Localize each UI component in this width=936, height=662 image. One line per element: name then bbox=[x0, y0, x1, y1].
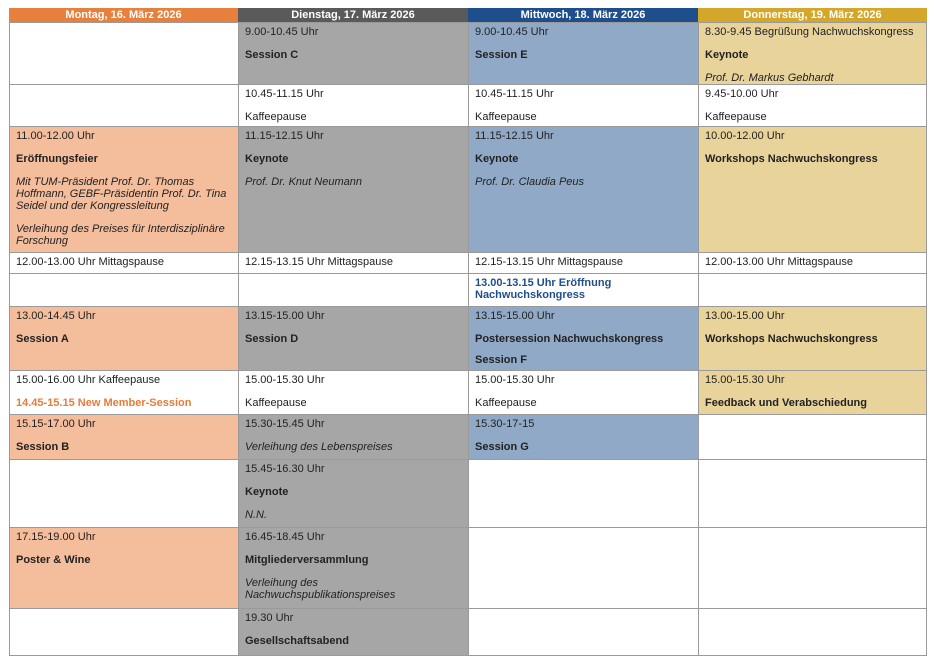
montag-empty-noon bbox=[9, 273, 239, 307]
montag-lunch-cell bbox=[9, 252, 239, 274]
donnerstag-empty-noon bbox=[698, 273, 927, 307]
donnerstag-break1-title: Kaffeepause bbox=[705, 111, 767, 123]
montag-session-a-cell bbox=[9, 306, 239, 371]
header-mittwoch: Mittwoch, 18. März 2026 bbox=[468, 8, 698, 22]
donnerstag-break1-cell bbox=[698, 84, 927, 127]
montag-opening-time: 11.00-12.00 Uhr bbox=[16, 130, 95, 142]
mittwoch-lunch-cell bbox=[468, 252, 699, 274]
dienstag-assembly-title: Mitgliederversammlung bbox=[245, 554, 369, 566]
dienstag-dinner-cell bbox=[238, 608, 469, 656]
donnerstag-feedback-cell bbox=[698, 370, 927, 415]
mittwoch-break1-title: Kaffeepause bbox=[475, 111, 537, 123]
montag-break-cell bbox=[9, 370, 239, 415]
donnerstag-empty-2 bbox=[698, 459, 927, 528]
dienstag-lunch-cell bbox=[238, 252, 469, 274]
donnerstag-break1-time: 9.45-10.00 Uhr bbox=[705, 88, 779, 100]
mittwoch-keynote-speaker: Prof. Dr. Claudia Peus bbox=[475, 176, 585, 188]
mittwoch-session-g-title: Session G bbox=[475, 441, 529, 453]
dienstag-keynote2-cell bbox=[238, 459, 469, 528]
donnerstag-welcome-cell bbox=[698, 22, 927, 85]
donnerstag-workshops2-time: 13.00-15.00 Uhr bbox=[705, 310, 785, 322]
dienstag-session-c-cell bbox=[238, 22, 469, 85]
mittwoch-session-e-title: Session E bbox=[475, 49, 528, 61]
dienstag-break2-cell bbox=[238, 370, 469, 415]
donnerstag-workshops1-title: Workshops Nachwuchskongress bbox=[705, 153, 878, 165]
montag-empty-morning bbox=[9, 22, 239, 85]
donnerstag-feedback-time: 15.00-15.30 Uhr bbox=[705, 374, 785, 386]
donnerstag-empty-1 bbox=[698, 414, 927, 460]
donnerstag-empty-3 bbox=[698, 527, 927, 609]
montag-empty-afternoon bbox=[9, 459, 239, 528]
montag-poster-cell bbox=[9, 527, 239, 609]
donnerstag-welcome-time: 8.30-9.45 Begrüßung Nachwuchskongress bbox=[705, 26, 914, 38]
dienstag-session-d-title: Session D bbox=[245, 333, 299, 345]
montag-break-time: 15.00-16.00 Uhr Kaffeepause bbox=[16, 374, 161, 386]
dienstag-assembly-time: 16.45-18.45 Uhr bbox=[245, 531, 325, 543]
dienstag-break2-time: 15.00-15.30 Uhr bbox=[245, 374, 325, 386]
mittwoch-empty-2 bbox=[468, 527, 699, 609]
dienstag-session-c-title: Session C bbox=[245, 49, 299, 61]
dienstag-award-time: 15.30-15.45 Uhr bbox=[245, 418, 325, 430]
montag-opening-note2: Verleihung des Preises für Interdisziplinäre Forschung bbox=[16, 223, 225, 247]
dienstag-break2-title: Kaffeepause bbox=[245, 397, 307, 409]
dienstag-keynote-title: Keynote bbox=[245, 153, 289, 165]
dienstag-break1-cell bbox=[238, 84, 469, 127]
montag-opening-cell bbox=[9, 126, 239, 253]
donnerstag-workshops2-cell bbox=[698, 306, 927, 371]
mittwoch-opening-nk: 13.00-13.15 Uhr Eröffnung Nachwuchskongress bbox=[475, 277, 612, 301]
mittwoch-break2-cell bbox=[468, 370, 699, 415]
montag-opening-title: Eröffnungsfeier bbox=[16, 153, 98, 165]
donnerstag-empty-4 bbox=[698, 608, 927, 656]
montag-empty-break bbox=[9, 84, 239, 127]
donnerstag-lunch-cell bbox=[698, 252, 927, 274]
montag-session-a-time: 13.00-14.45 Uhr bbox=[16, 310, 96, 322]
dienstag-session-d-time: 13.15-15.00 Uhr bbox=[245, 310, 325, 322]
dienstag-lunch: 12.15-13.15 Uhr Mittagspause bbox=[245, 256, 393, 268]
mittwoch-break1-cell bbox=[468, 84, 699, 127]
mittwoch-poster-time: 13.15-15.00 Uhr bbox=[475, 310, 555, 322]
montag-poster-time: 17.15-19.00 Uhr bbox=[16, 531, 96, 543]
dienstag-keynote-speaker: Prof. Dr. Knut Neumann bbox=[245, 176, 362, 188]
donnerstag-workshops2-title: Workshops Nachwuchskongress bbox=[705, 333, 878, 345]
dienstag-keynote-cell bbox=[238, 126, 469, 253]
donnerstag-workshops1-time: 10.00-12.00 Uhr bbox=[705, 130, 785, 142]
montag-opening-note1: Mit TUM-Präsident Prof. Dr. Thomas Hoffmann, GEBF-Präsidentin Prof. Dr. Tina Seidel und der Kongressleitung bbox=[16, 176, 227, 212]
mittwoch-break1-time: 10.45-11.15 Uhr bbox=[475, 88, 554, 100]
donnerstag-lunch: 12.00-13.00 Uhr Mittagspause bbox=[705, 256, 853, 268]
dienstag-session-c-time: 9.00-10.45 Uhr bbox=[245, 26, 319, 38]
mittwoch-session-g-cell bbox=[468, 414, 699, 460]
mittwoch-poster-title: Postersession Nachwuchskongress bbox=[475, 333, 664, 345]
donnerstag-workshops1-cell bbox=[698, 126, 927, 253]
dienstag-keynote-time: 11.15-12.15 Uhr bbox=[245, 130, 324, 142]
dienstag-keynote2-time: 15.45-16.30 Uhr bbox=[245, 463, 325, 475]
mittwoch-keynote-cell bbox=[468, 126, 699, 253]
dienstag-dinner-title: Gesellschaftsabend bbox=[245, 635, 349, 647]
dienstag-empty-noon bbox=[238, 273, 469, 307]
dienstag-assembly-note: Verleihung des Nachwuchspublikationspreises bbox=[245, 577, 396, 601]
montag-member-session: 14.45-15.15 New Member-Session bbox=[16, 397, 192, 409]
schedule-grid bbox=[9, 8, 927, 656]
mittwoch-keynote-title: Keynote bbox=[475, 153, 519, 165]
header-dienstag: Dienstag, 17. März 2026 bbox=[238, 8, 468, 22]
montag-lunch: 12.00-13.00 Uhr Mittagspause bbox=[16, 256, 164, 268]
montag-poster-title: Poster & Wine bbox=[16, 554, 91, 566]
donnerstag-welcome-keynote: Keynote bbox=[705, 49, 749, 61]
dienstag-assembly-cell bbox=[238, 527, 469, 609]
dienstag-session-d-cell bbox=[238, 306, 469, 371]
mittwoch-session-e-cell bbox=[468, 22, 699, 85]
montag-session-b-cell bbox=[9, 414, 239, 460]
dienstag-break1-title: Kaffeepause bbox=[245, 111, 307, 123]
mittwoch-session-f-title: Session F bbox=[475, 354, 527, 366]
dienstag-award-title: Verleihung des Lebenspreises bbox=[245, 441, 393, 453]
dienstag-break1-time: 10.45-11.15 Uhr bbox=[245, 88, 324, 100]
mittwoch-lunch: 12.15-13.15 Uhr Mittagspause bbox=[475, 256, 623, 268]
dienstag-keynote2-speaker: N.N. bbox=[245, 509, 267, 521]
mittwoch-session-e-time: 9.00-10.45 Uhr bbox=[475, 26, 549, 38]
mittwoch-poster-cell bbox=[468, 306, 699, 371]
mittwoch-opening-nk-cell bbox=[468, 273, 699, 307]
mittwoch-session-g-time: 15.30-17-15 bbox=[475, 418, 535, 430]
montag-empty-evening bbox=[9, 608, 239, 656]
mittwoch-empty-3 bbox=[468, 608, 699, 656]
donnerstag-feedback-title: Feedback und Verabschiedung bbox=[705, 397, 867, 409]
mittwoch-break2-time: 15.00-15.30 Uhr bbox=[475, 374, 555, 386]
mittwoch-keynote-time: 11.15-12.15 Uhr bbox=[475, 130, 554, 142]
dienstag-keynote2-title: Keynote bbox=[245, 486, 289, 498]
dienstag-award-cell bbox=[238, 414, 469, 460]
mittwoch-break2-title: Kaffeepause bbox=[475, 397, 537, 409]
header-montag: Montag, 16. März 2026 bbox=[9, 8, 238, 22]
montag-session-b-title: Session B bbox=[16, 441, 70, 453]
montag-session-b-time: 15.15-17.00 Uhr bbox=[16, 418, 96, 430]
header-donnerstag: Donnerstag, 19. März 2026 bbox=[698, 8, 927, 22]
montag-session-a-title: Session A bbox=[16, 333, 69, 345]
donnerstag-welcome-speaker: Prof. Dr. Markus Gebhardt bbox=[705, 72, 834, 84]
dienstag-dinner-time: 19.30 Uhr bbox=[245, 612, 294, 624]
mittwoch-empty-1 bbox=[468, 459, 699, 528]
